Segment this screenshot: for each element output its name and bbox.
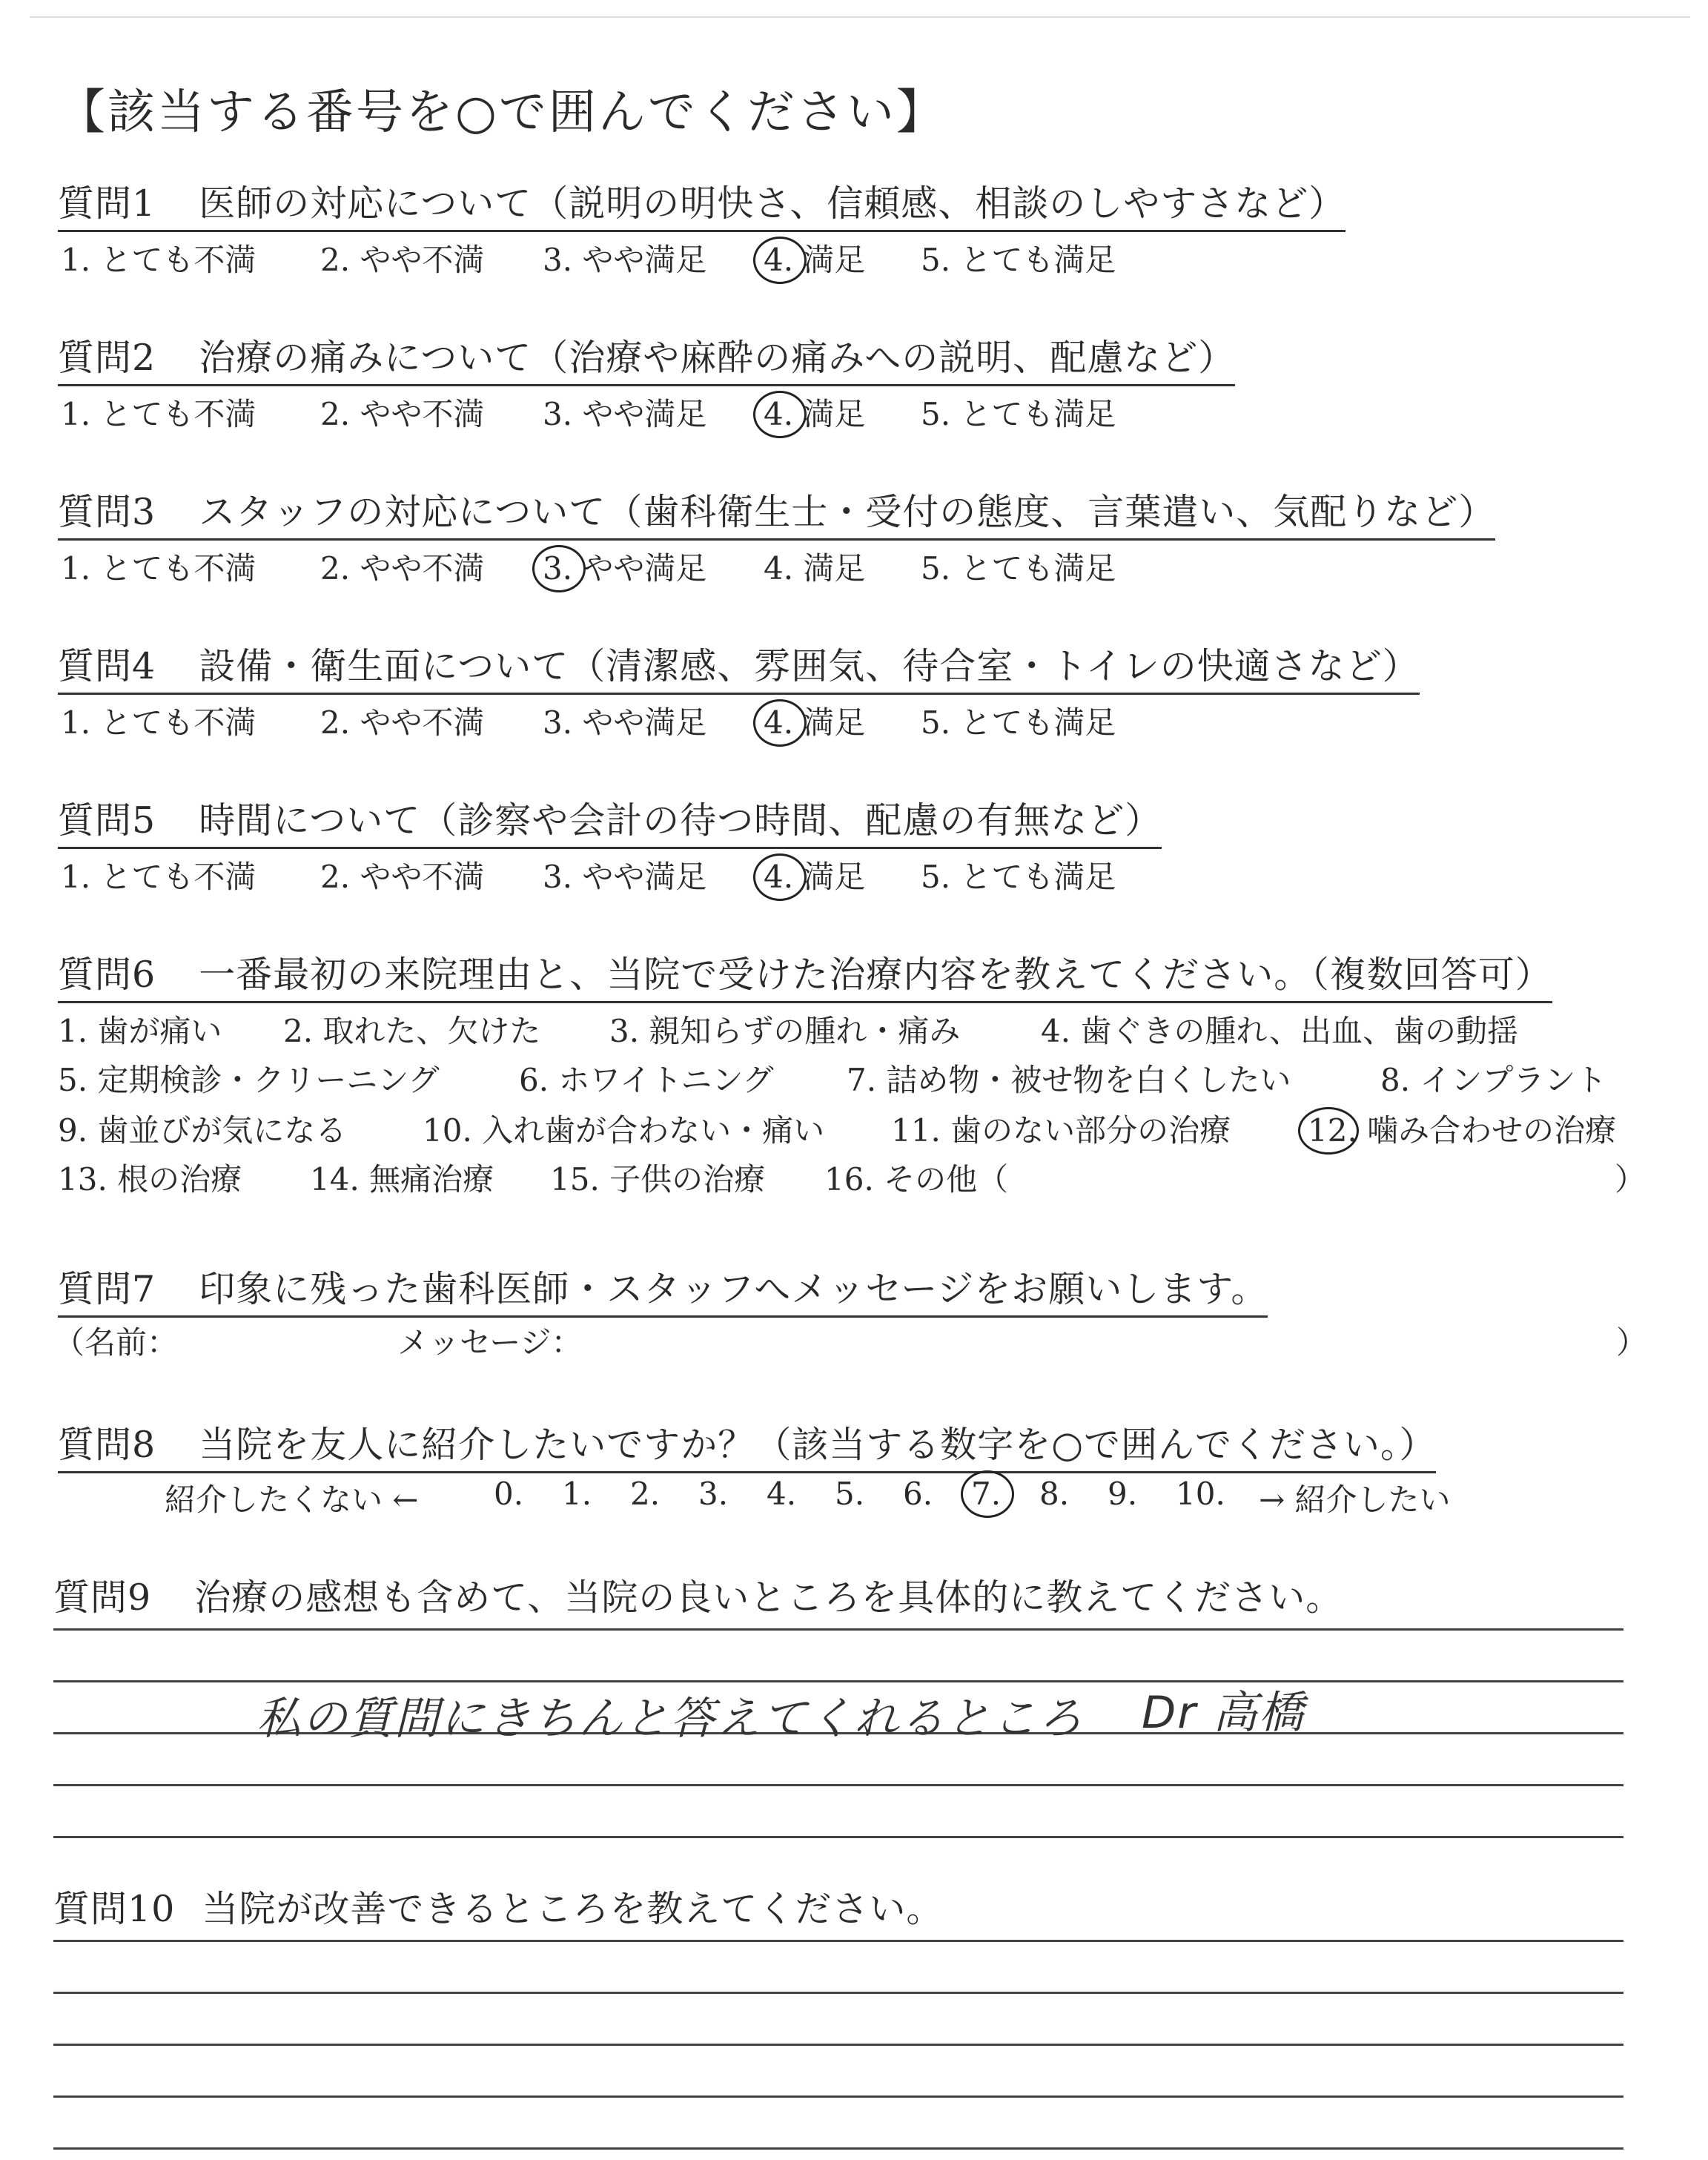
q3-number: 質問3 (58, 491, 156, 533)
q8-option-3[interactable]: 3. (698, 1476, 729, 1512)
q5-scale (61, 853, 1247, 897)
q5-number: 質問5 (58, 799, 156, 842)
scan-top-edge (30, 16, 1690, 18)
answer-line (53, 1628, 1623, 1631)
q6-option-4[interactable]: 4. 歯ぐきの腫れ、出血、歯の動揺 (1041, 1013, 1518, 1049)
q9-number: 質問9 (53, 1576, 152, 1619)
q4-option-2[interactable]: 2. やや不満 (320, 704, 485, 741)
q3-option-3[interactable]: 3. やや満足 (543, 550, 707, 587)
q8-left-label: 紹介したくない ← (165, 1482, 419, 1518)
q6-other-close: ） (1615, 1161, 1646, 1198)
q5-option-2[interactable]: 2. やや不満 (320, 859, 485, 895)
q6-text: 一番最初の来院理由と、当院で受けた治療内容を教えてください。（複数回答可） (199, 954, 1552, 996)
selected-circle-mark: 12. (1308, 1112, 1357, 1149)
q7-title (58, 1261, 1268, 1318)
q6-option-3[interactable]: 3. 親知らずの腫れ・痛み (609, 1013, 961, 1049)
selected-circle-mark: 4. (764, 859, 794, 895)
q2-number: 質問2 (58, 337, 156, 379)
answer-line (53, 1680, 1623, 1682)
q8-option-10[interactable]: 10. (1176, 1476, 1225, 1512)
q2-option-3[interactable]: 3. やや満足 (543, 396, 707, 432)
q1-option-4[interactable]: 4. 満足 (764, 242, 866, 278)
q10-text: 当院が改善できるところを教えてください。 (202, 1888, 944, 1930)
q8-right-label: → 紹介したい (1259, 1482, 1451, 1518)
q9-text: 治療の感想も含めて、当院の良いところを具体的に教えてください。 (194, 1576, 1343, 1619)
q5-text: 時間について（診察や会計の待つ時間、配慮の有無など） (199, 799, 1162, 842)
q6-option-12[interactable]: 12. 噛み合わせの治療 (1308, 1112, 1617, 1149)
selected-circle-mark: 4. (764, 704, 794, 741)
q6-option-15[interactable]: 15. 子供の治療 (550, 1161, 766, 1198)
q6-option-6[interactable]: 6. ホワイトニング (519, 1062, 774, 1098)
q2-option-1[interactable]: 1. とても不満 (61, 396, 256, 432)
q8-option-2[interactable]: 2. (630, 1476, 661, 1512)
selected-circle-mark: 4. (764, 242, 794, 278)
answer-line (53, 1992, 1623, 1994)
q2-option-5[interactable]: 5. とても満足 (921, 396, 1116, 432)
q6-number: 質問6 (58, 954, 156, 996)
q7-text: 印象に残った歯科医師・スタッフへメッセージをお願いします。 (199, 1268, 1268, 1310)
selected-circle-mark: 4. (764, 396, 794, 432)
q3-option-1[interactable]: 1. とても不満 (61, 550, 256, 587)
q2-option-2[interactable]: 2. やや不満 (320, 396, 485, 432)
q5-option-3[interactable]: 3. やや満足 (543, 859, 707, 895)
q2-scale (61, 390, 1247, 435)
q6-options (58, 1007, 1644, 1237)
q8-option-5[interactable]: 5. (835, 1476, 865, 1512)
q8-option-4[interactable]: 4. (767, 1476, 797, 1512)
q6-option-10[interactable]: 10. 入れ歯が合わない・痛い (423, 1112, 825, 1149)
q4-option-5[interactable]: 5. とても満足 (921, 704, 1116, 741)
q8-text: 当院を友人に紹介したいですか？（該当する数字を○で囲んでください。） (199, 1424, 1437, 1466)
q3-option-2[interactable]: 2. やや不満 (320, 550, 485, 587)
q5-option-4[interactable]: 4. 満足 (764, 859, 866, 895)
q8-scale-row (165, 1476, 1543, 1520)
q8-title (58, 1416, 1436, 1473)
q6-option-1[interactable]: 1. 歯が痛い (58, 1013, 222, 1049)
q3-option-4[interactable]: 4. 満足 (764, 550, 866, 587)
q4-text: 設備・衛生面について（清潔感、雰囲気、待合室・トイレの快適さなど） (199, 645, 1420, 687)
q1-number: 質問1 (58, 182, 156, 225)
q8-number: 質問8 (58, 1424, 156, 1466)
q3-scale (61, 544, 1247, 589)
q3-option-5[interactable]: 5. とても満足 (921, 550, 1116, 587)
q8-option-8[interactable]: 8. (1039, 1476, 1070, 1512)
q4-scale (61, 698, 1247, 743)
q5-title (58, 792, 1162, 849)
selected-circle-mark: 3. (543, 550, 573, 587)
answer-line (53, 1940, 1623, 1942)
q6-option-2[interactable]: 2. 取れた、欠けた (283, 1013, 541, 1049)
q10-title (53, 1880, 943, 1935)
form-header: 【該当する番号を○で囲んでください】 (58, 85, 946, 140)
q8-option-6[interactable]: 6. (903, 1476, 933, 1512)
q7-message-label: メッセージ： (397, 1324, 583, 1361)
answer-line (53, 2044, 1623, 2046)
q1-option-5[interactable]: 5. とても満足 (921, 242, 1116, 278)
q2-option-4[interactable]: 4. 満足 (764, 396, 866, 432)
q9-title (53, 1569, 1343, 1624)
q7-number: 質問7 (58, 1268, 156, 1310)
q6-option-11[interactable]: 11. 歯のない部分の治療 (891, 1112, 1231, 1149)
q4-title (58, 638, 1420, 695)
q9-handwritten-answer: 私の質問にきちんと答えてくれるところ (256, 1693, 1084, 1745)
q1-option-1[interactable]: 1. とても不満 (61, 242, 256, 278)
q1-scale (61, 236, 1247, 280)
q6-option-14[interactable]: 14. 無痛治療 (310, 1161, 494, 1198)
q9-handwritten-doctor: Dr 高橋 (1142, 1687, 1305, 1739)
q1-option-3[interactable]: 3. やや満足 (543, 242, 707, 278)
q6-option-7[interactable]: 7. 詰め物・被せ物を白くしたい (847, 1062, 1291, 1098)
q1-text: 医師の対応について（説明の明快さ、信頼感、相談のしやすさなど） (199, 182, 1346, 225)
q2-title (58, 329, 1235, 386)
q10-number: 質問10 (53, 1888, 176, 1930)
q5-option-1[interactable]: 1. とても不満 (61, 859, 256, 895)
q7-name-label: （名前： (53, 1324, 179, 1361)
q8-option-9[interactable]: 9. (1108, 1476, 1138, 1512)
answer-line (53, 1784, 1623, 1786)
answer-line (53, 1836, 1623, 1838)
q6-option-9[interactable]: 9. 歯並びが気になる (58, 1112, 347, 1149)
q3-title (58, 483, 1495, 541)
q6-title (58, 946, 1552, 1003)
q6-option-13[interactable]: 13. 根の治療 (58, 1161, 242, 1198)
q1-title (58, 175, 1345, 232)
q8-option-7[interactable] (971, 1476, 1001, 1512)
q7-close-paren: ） (1616, 1324, 1648, 1361)
q2-text: 治療の痛みについて（治療や麻酔の痛みへの説明、配慮など） (199, 337, 1236, 379)
q5-option-5[interactable]: 5. とても満足 (921, 859, 1116, 895)
q6-option-5[interactable]: 5. 定期検診・クリーニング (58, 1062, 440, 1098)
q6-option-16[interactable]: 16. その他（ (824, 1161, 1009, 1198)
answer-line (53, 2095, 1623, 2098)
q4-number: 質問4 (58, 645, 156, 687)
q6-option-8[interactable]: 8. インプラント (1380, 1062, 1607, 1098)
q3-text: スタッフの対応について（歯科衛生士・受付の態度、言葉遣い、気配りなど） (199, 491, 1496, 533)
answer-line (53, 2147, 1623, 2150)
q4-option-3[interactable]: 3. やや満足 (543, 704, 707, 741)
q1-option-2[interactable]: 2. やや不満 (320, 242, 485, 278)
q4-option-4[interactable]: 4. 満足 (764, 704, 866, 741)
q4-option-1[interactable]: 1. とても不満 (61, 704, 256, 741)
q8-option-0[interactable]: 0. (494, 1476, 524, 1512)
q8-option-1[interactable]: 1. (562, 1476, 592, 1512)
selected-circle-mark: 7. (971, 1476, 1002, 1512)
